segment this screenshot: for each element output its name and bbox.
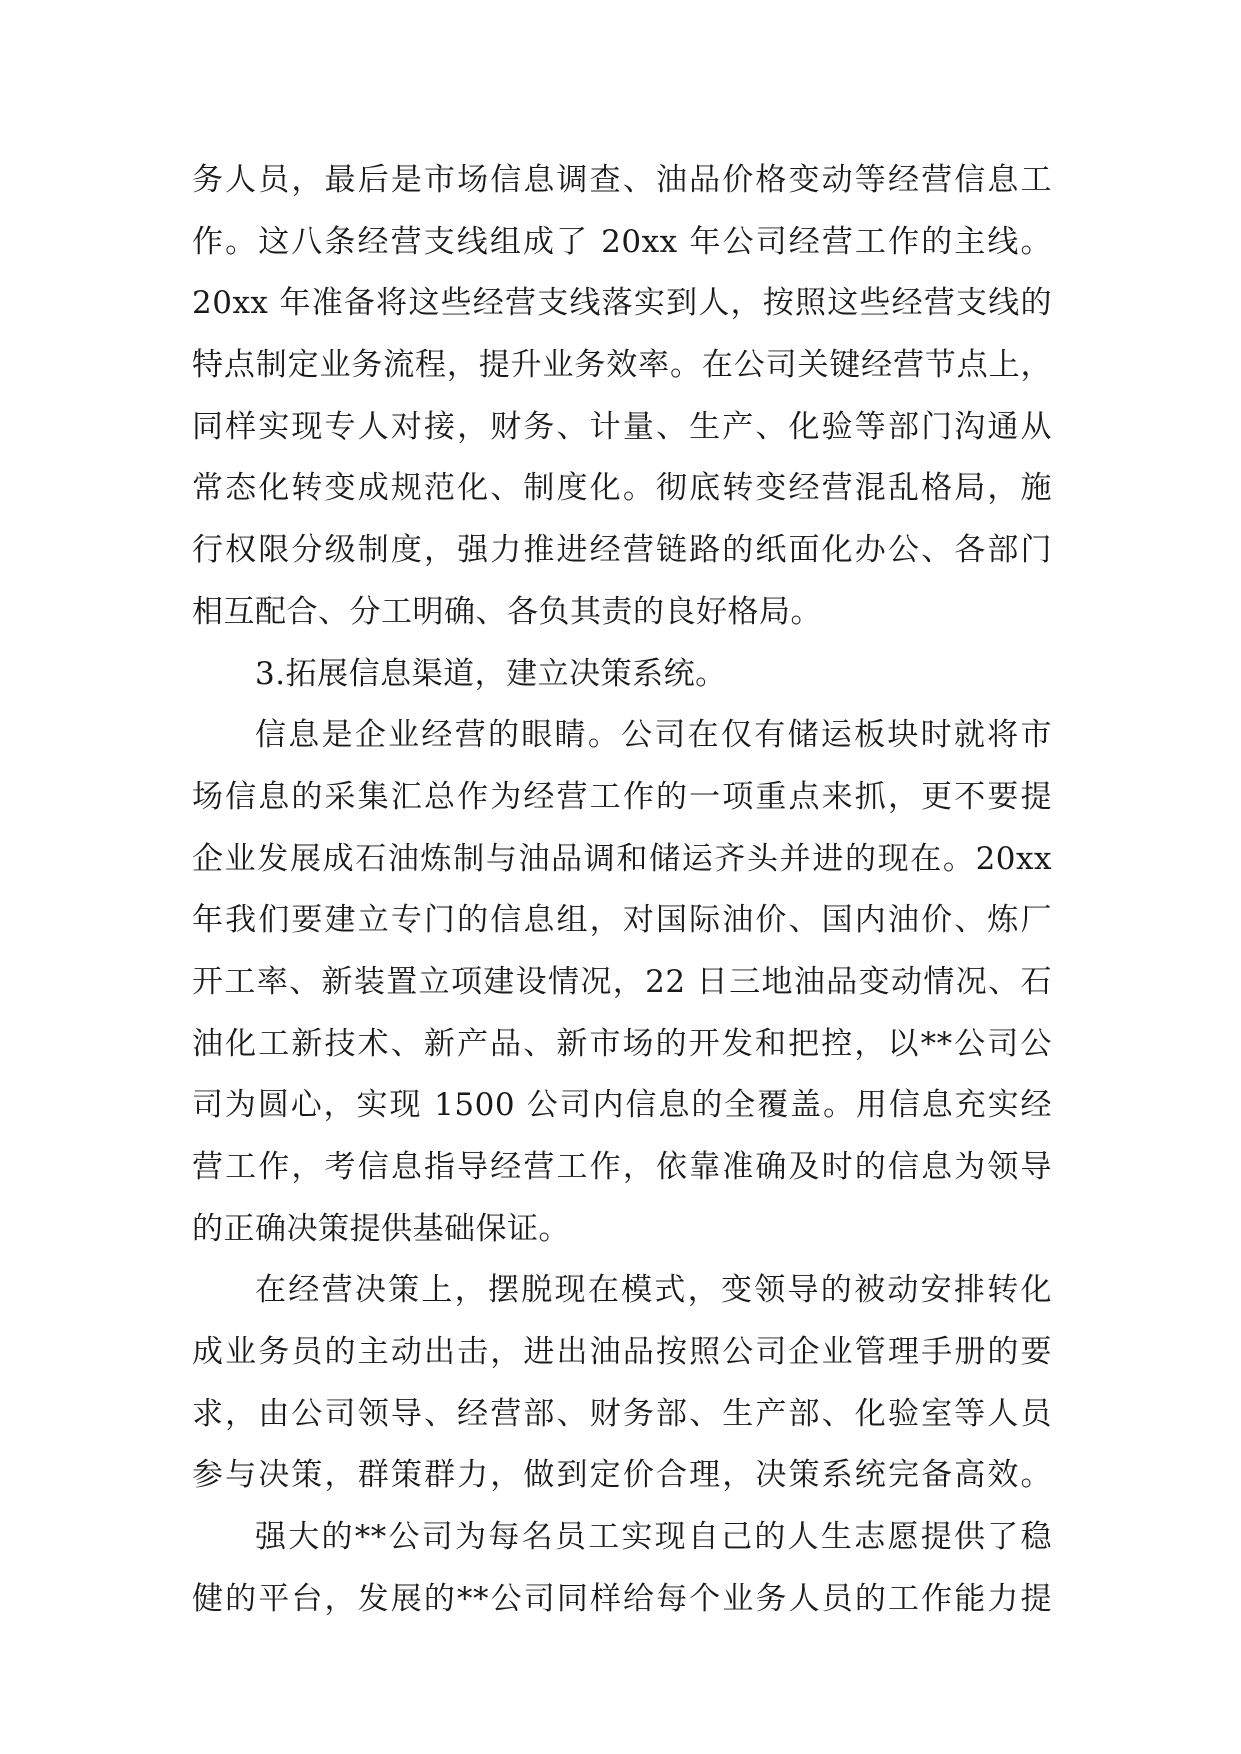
- text-line: 参与决策，群策群力，做到定价合理，决策系统完备高效。: [192, 1457, 1052, 1494]
- text-line: 营工作，考信息指导经营工作，依靠准确及时的信息为领导: [192, 1149, 1052, 1185]
- text-line: 健的平台，发展的**公司同样给每个业务人员的工作能力提: [192, 1580, 1052, 1617]
- document-body: [192, 150, 1052, 1631]
- text-line: 油化工新技术、新产品、新市场的开发和把控，以**公司公: [192, 1025, 1052, 1062]
- text-line: 同样实现专人对接，财务、计量、生产、化验等部门沟通从: [192, 408, 1052, 445]
- text-line: 强大的**公司为每名员工实现自己的人生志愿提供了稳: [255, 1519, 1052, 1556]
- text-line: 3.拓展信息渠道，建立决策系统。: [255, 655, 727, 692]
- text-line: 求，由公司领导、经营部、财务部、生产部、化验室等人员: [192, 1395, 1052, 1432]
- text-line: 相互配合、分工明确、各负其责的良好格局。: [192, 593, 822, 630]
- text-line: 场信息的采集汇总作为经营工作的一项重点来抓，更不要提: [192, 778, 1052, 815]
- text-line: 成业务员的主动出击，进出油品按照公司企业管理手册的要: [192, 1334, 1052, 1371]
- text-line: 年我们要建立专门的信息组，对国际油价、国内油价、炼厂: [192, 902, 1052, 939]
- text-line: 作。这八条经营支线组成了 20xx 年公司经营工作的主线。: [192, 223, 1052, 260]
- text-line: 企业发展成石油炼制与油品调和储运齐头并进的现在。20xx: [192, 840, 1052, 877]
- text-line: 特点制定业务流程，提升业务效率。在公司关键经营节点上，: [192, 347, 1052, 384]
- text-line: 在经营决策上，摆脱现在模式，变领导的被动安排转化: [255, 1272, 1052, 1309]
- text-line: 行权限分级制度，强力推进经营链路的纸面化办公、各部门: [192, 532, 1052, 569]
- text-line: 司为圆心，实现 1500 公司内信息的全覆盖。用信息充实经: [192, 1087, 1052, 1124]
- text-line: 信息是企业经营的眼睛。公司在仅有储运板块时就将市: [255, 717, 1052, 754]
- text-line: 务人员，最后是市场信息调查、油品价格变动等经营信息工: [192, 162, 1052, 198]
- text-line: 开工率、新装置立项建设情况，22 日三地油品变动情况、石: [192, 963, 1052, 1000]
- text-line: 的正确决策提供基础保证。: [192, 1210, 570, 1247]
- text-line: 20xx 年准备将这些经营支线落实到人，按照这些经营支线的: [192, 285, 1052, 322]
- text-line: 常态化转变成规范化、制度化。彻底转变经营混乱格局，施: [192, 470, 1052, 507]
